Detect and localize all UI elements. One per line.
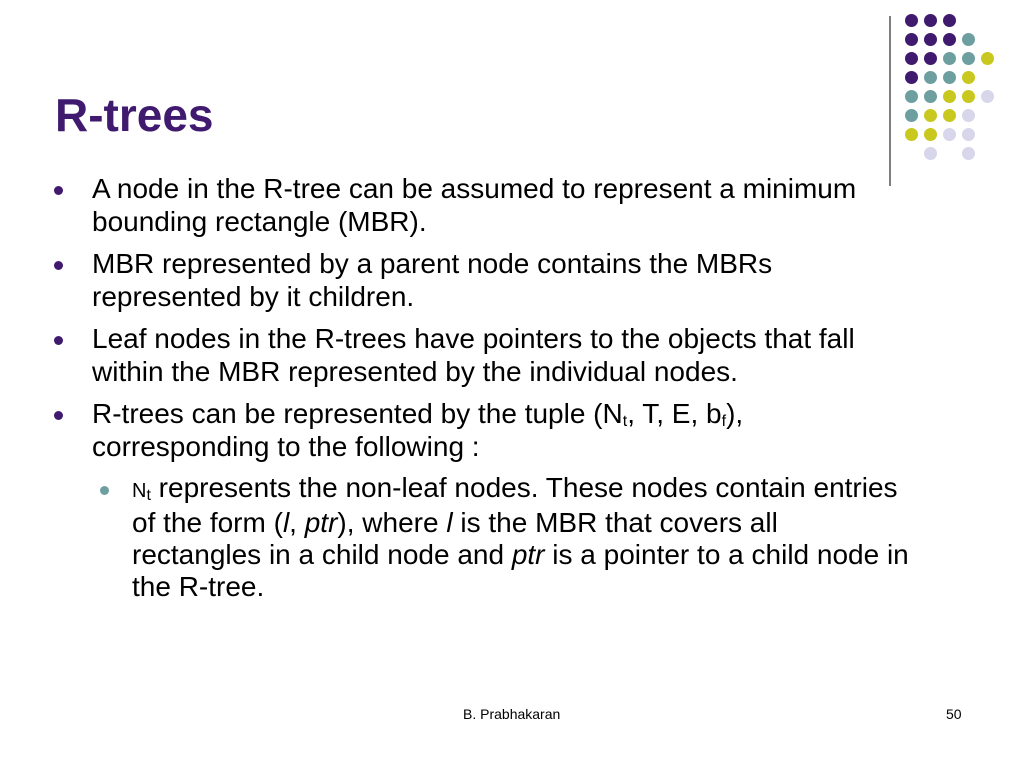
decorative-dot [962, 71, 975, 84]
decorative-dot [943, 128, 956, 141]
decorative-dot [962, 90, 975, 103]
bullet-item [52, 172, 912, 238]
decorative-dot [924, 90, 937, 103]
italic-ptr: ptr [304, 507, 338, 538]
decorative-dot [962, 128, 975, 141]
subscript-t: t [622, 413, 628, 430]
decorative-dot [905, 90, 918, 103]
nt-symbol: N [132, 480, 147, 502]
decorative-dot [943, 33, 956, 46]
italic-l: l [446, 507, 453, 538]
bullet-item [52, 397, 912, 463]
text-part: is the MBR that covers all rectangles in a child node and [132, 507, 778, 570]
italic-l: l [282, 507, 290, 538]
tuple-text-start: R-trees can be represented by the tuple (N [92, 398, 623, 429]
decorative-dot [962, 109, 975, 122]
decorative-dot [962, 52, 975, 65]
tuple-text-mid: , T, E, b [627, 398, 722, 429]
footer-author: B. Prabhakaran [463, 706, 561, 722]
decorative-dot [943, 90, 956, 103]
sub-bullet-dot-icon [100, 486, 109, 495]
decorative-dot [962, 33, 975, 46]
decorative-dot [943, 71, 956, 84]
subscript-f: f [721, 413, 727, 430]
decorative-dot [924, 147, 937, 160]
bullet-dot-icon [54, 411, 63, 420]
bullet-text: A node in the R-tree can be assumed to represent a minimum bounding rectangle (MBR). [92, 173, 857, 237]
decorative-dot [943, 109, 956, 122]
text-part: is a pointer to a child node in the R-tree. [132, 539, 909, 602]
sub-bullet-item [92, 472, 912, 603]
text-part: represents the non-leaf nodes. These nodes contain entries of the form ( [132, 472, 898, 538]
bullet-dot-icon [54, 261, 63, 270]
decorative-dot [981, 52, 994, 65]
decorative-dot [924, 109, 937, 122]
decorative-dot-grid [905, 14, 1005, 164]
bullet-text [92, 398, 743, 462]
decorative-dot [943, 14, 956, 27]
decorative-dot [962, 147, 975, 160]
decorative-dot [924, 33, 937, 46]
slide-title: R-trees [55, 89, 214, 141]
decorative-dot [943, 52, 956, 65]
decorative-dot [924, 52, 937, 65]
decorative-dot [905, 52, 918, 65]
bullet-text: Leaf nodes in the R-trees have pointers to the objects that fall within the MBR represented by the individual nodes. [92, 323, 855, 387]
bullet-dot-icon [54, 336, 63, 345]
text-part: ), where [337, 507, 447, 538]
text-part: , [289, 507, 305, 538]
slide-content [52, 172, 912, 603]
decorative-dot [905, 71, 918, 84]
decorative-dot [924, 14, 937, 27]
italic-ptr: ptr [511, 539, 545, 570]
bullet-dot-icon [54, 186, 63, 195]
vertical-divider [889, 16, 891, 186]
page-number: 50 [946, 706, 962, 722]
decorative-dot [905, 14, 918, 27]
decorative-dot [905, 109, 918, 122]
sub-bullet-text [132, 472, 909, 602]
decorative-dot [981, 90, 994, 103]
decorative-dot [905, 33, 918, 46]
decorative-dot [924, 128, 937, 141]
nt-subscript: t [146, 487, 151, 504]
decorative-dot [905, 128, 918, 141]
bullet-item [52, 322, 912, 388]
bullet-text: MBR represented by a parent node contains the MBRs represented by it children. [92, 248, 773, 312]
bullet-item [52, 247, 912, 313]
tuple-text-end: ), corresponding to the following : [92, 398, 744, 462]
decorative-dot [924, 71, 937, 84]
